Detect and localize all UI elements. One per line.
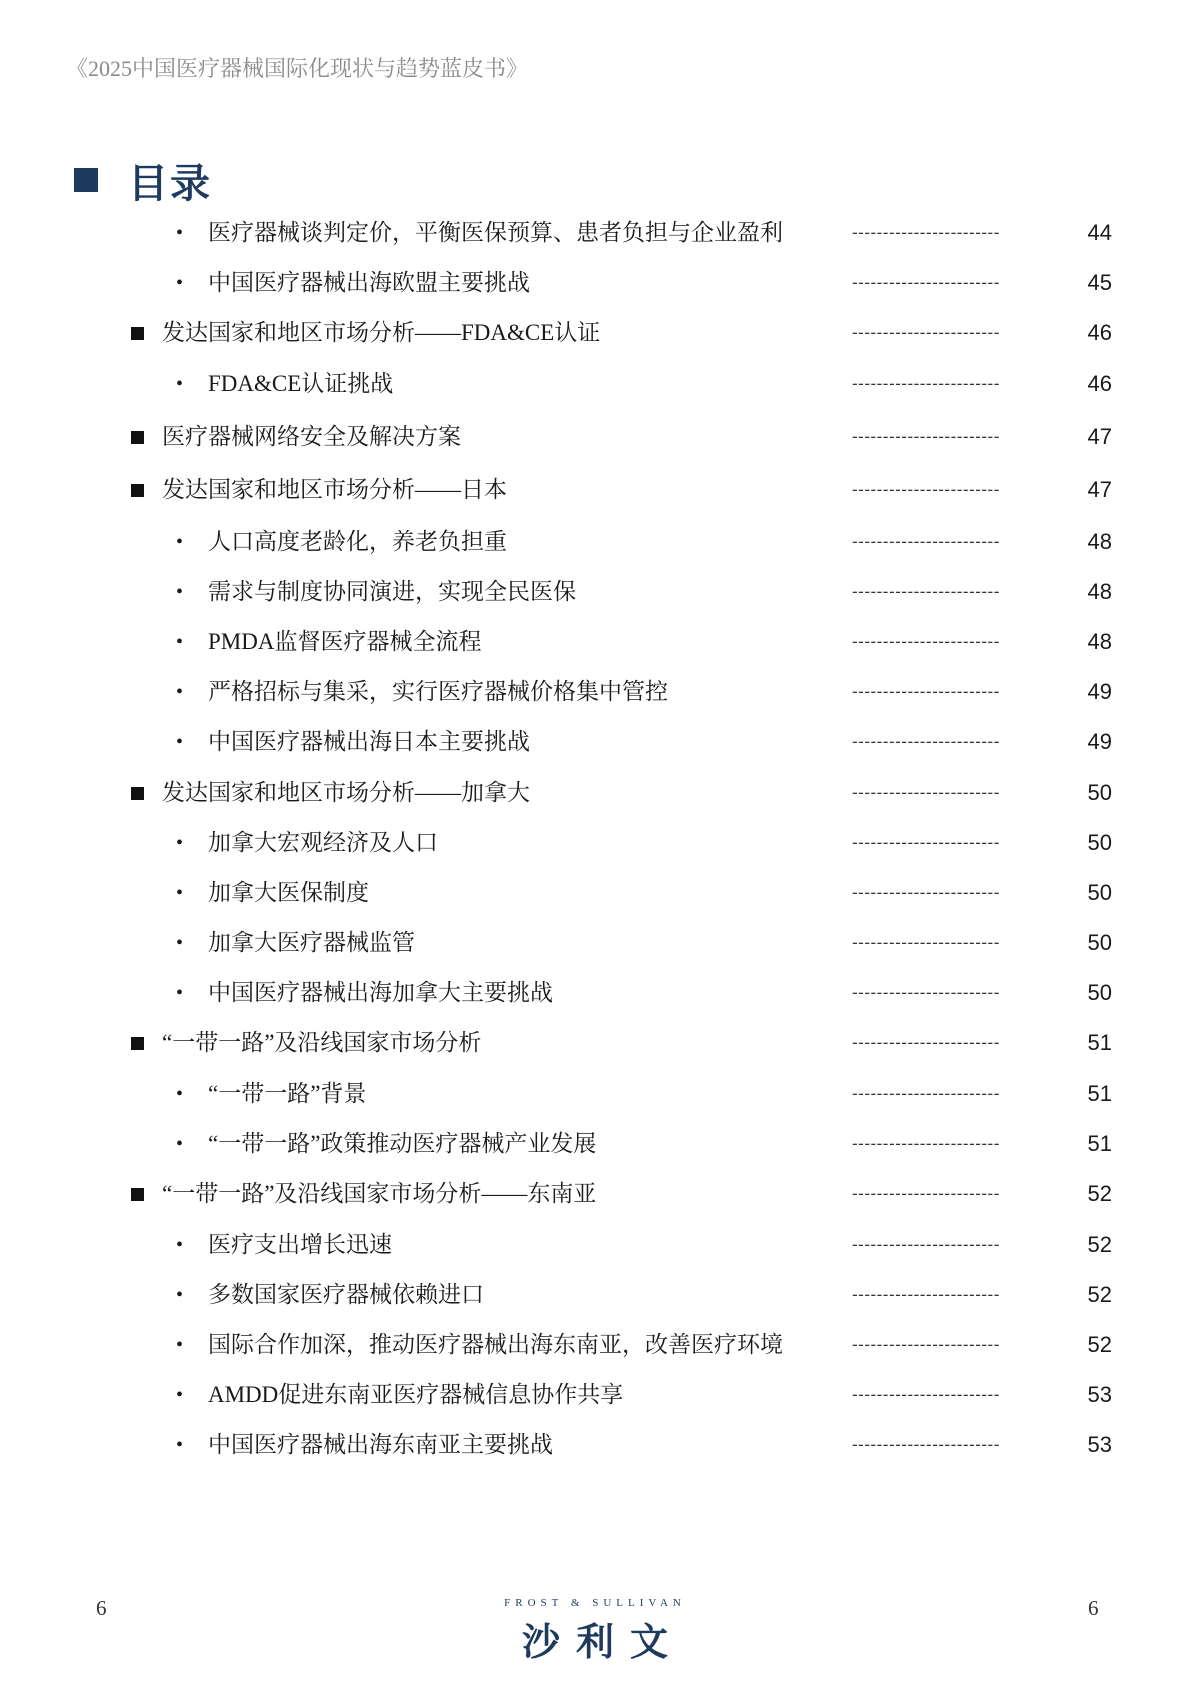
toc-entry[interactable] <box>0 522 1184 562</box>
toc-entry[interactable] <box>0 1124 1184 1164</box>
toc-entry-label: “一带一路”政策推动医疗器械产业发展 <box>208 1131 597 1156</box>
toc-entry[interactable] <box>0 873 1184 913</box>
dot-bullet-icon: • <box>176 1234 184 1256</box>
toc-entry-page-number: 46 <box>1087 371 1112 396</box>
toc-entry[interactable] <box>0 1275 1184 1315</box>
toc-entry[interactable] <box>0 313 1184 353</box>
toc-entry-page-number: 47 <box>1087 477 1112 502</box>
toc-entry-label: 多数国家医疗器械依赖进口 <box>208 1282 484 1307</box>
toc-entry-page-number: 53 <box>1087 1382 1112 1407</box>
toc-entry-page-number: 44 <box>1087 220 1112 245</box>
dot-bullet-icon: • <box>176 731 184 753</box>
toc-leader-dashes: ------------------------ <box>852 1033 1000 1052</box>
toc-leader-dashes: ------------------------ <box>852 1134 1000 1153</box>
toc-entry-label: 严格招标与集采，实行医疗器械价格集中管控 <box>208 679 668 704</box>
toc-entry[interactable] <box>0 923 1184 963</box>
square-bullet-icon <box>131 773 144 813</box>
toc-entry[interactable] <box>0 1023 1184 1063</box>
dot-bullet-icon: • <box>176 222 184 244</box>
toc-entry-page-number: 50 <box>1087 980 1112 1005</box>
toc-leader-dashes: ------------------------ <box>852 933 1000 952</box>
square-bullet-icon <box>131 1023 144 1063</box>
toc-entry[interactable] <box>0 773 1184 813</box>
toc-entry[interactable] <box>0 722 1184 762</box>
toc-entry[interactable] <box>0 470 1184 510</box>
toc-entry[interactable] <box>0 1425 1184 1465</box>
dot-bullet-icon: • <box>176 1334 184 1356</box>
square-bullet-icon <box>131 470 144 510</box>
toc-leader-dashes: ------------------------ <box>852 883 1000 902</box>
toc-entry-label: 中国医疗器械出海东南亚主要挑战 <box>208 1432 553 1457</box>
toc-entry-label: 发达国家和地区市场分析——加拿大 <box>162 780 530 805</box>
toc-entry-label: 需求与制度协同演进，实现全民医保 <box>208 579 576 604</box>
toc-entry[interactable] <box>0 823 1184 863</box>
toc-leader-dashes: ------------------------ <box>852 983 1000 1002</box>
toc-entry-label: 中国医疗器械出海日本主要挑战 <box>208 729 530 754</box>
toc-leader-dashes: ------------------------ <box>852 1435 1000 1454</box>
toc-entry[interactable] <box>0 622 1184 662</box>
toc-entry-page-number: 50 <box>1087 930 1112 955</box>
toc-entry[interactable] <box>0 1375 1184 1415</box>
toc-leader-dashes: ------------------------ <box>852 480 1000 499</box>
dot-bullet-icon: • <box>176 1083 184 1105</box>
toc-leader-dashes: ------------------------ <box>852 582 1000 601</box>
footer-page-number-right: 6 <box>1088 1596 1099 1620</box>
frost-sullivan-logo <box>500 1597 690 1666</box>
toc-entry-label: FDA&CE认证挑战 <box>208 371 394 396</box>
toc-entry-label: 医疗器械谈判定价，平衡医保预算、患者负担与企业盈利 <box>208 220 783 245</box>
toc-entry-label: 加拿大宏观经济及人口 <box>208 830 438 855</box>
toc-entry-label: 国际合作加深，推动医疗器械出海东南亚，改善医疗环境 <box>208 1332 783 1357</box>
dot-bullet-icon: • <box>176 832 184 854</box>
dot-bullet-icon: • <box>176 982 184 1004</box>
toc-entry[interactable] <box>0 417 1184 457</box>
toc-leader-dashes: ------------------------ <box>852 223 1000 242</box>
dot-bullet-icon: • <box>176 373 184 395</box>
running-header: 《2025中国医疗器械国际化现状与趋势蓝皮书》 <box>66 56 529 81</box>
toc-entry-page-number: 48 <box>1087 529 1112 554</box>
toc-leader-dashes: ------------------------ <box>852 1235 1000 1254</box>
toc-entry-label: 医疗支出增长迅速 <box>208 1232 392 1257</box>
toc-entry-page-number: 52 <box>1087 1282 1112 1307</box>
toc-entry-label: 人口高度老龄化，养老负担重 <box>208 529 507 554</box>
toc-entry[interactable] <box>0 572 1184 612</box>
toc-entry-label: 医疗器械网络安全及解决方案 <box>162 424 461 449</box>
toc-entry-page-number: 45 <box>1087 270 1112 295</box>
square-bullet-icon <box>131 417 144 457</box>
toc-entry-label: “一带一路”及沿线国家市场分析——东南亚 <box>162 1181 597 1206</box>
dot-bullet-icon: • <box>176 1384 184 1406</box>
toc-leader-dashes: ------------------------ <box>852 632 1000 651</box>
toc-leader-dashes: ------------------------ <box>852 427 1000 446</box>
toc-entry-label: 中国医疗器械出海欧盟主要挑战 <box>208 270 530 295</box>
dot-bullet-icon: • <box>176 1434 184 1456</box>
toc-leader-dashes: ------------------------ <box>852 323 1000 342</box>
dot-bullet-icon: • <box>176 531 184 553</box>
dot-bullet-icon: • <box>176 681 184 703</box>
toc-entry[interactable] <box>0 1074 1184 1114</box>
toc-title: 目录 <box>128 160 212 206</box>
toc-entry[interactable] <box>0 213 1184 253</box>
toc-entry-page-number: 48 <box>1087 579 1112 604</box>
toc-entry-page-number: 51 <box>1087 1030 1112 1055</box>
dot-bullet-icon: • <box>176 272 184 294</box>
toc-entry-page-number: 49 <box>1087 729 1112 754</box>
toc-entry[interactable] <box>0 263 1184 303</box>
toc-entry-page-number: 50 <box>1087 780 1112 805</box>
toc-leader-dashes: ------------------------ <box>852 732 1000 751</box>
toc-entry-page-number: 51 <box>1087 1131 1112 1156</box>
toc-entry-page-number: 52 <box>1087 1332 1112 1357</box>
toc-leader-dashes: ------------------------ <box>852 1285 1000 1304</box>
toc-entry-page-number: 50 <box>1087 830 1112 855</box>
logo-english: FROST & SULLIVAN <box>504 1597 686 1609</box>
square-bullet-icon <box>131 1174 144 1214</box>
toc-entry-page-number: 49 <box>1087 679 1112 704</box>
toc-entry[interactable] <box>0 1174 1184 1214</box>
toc-leader-dashes: ------------------------ <box>852 1184 1000 1203</box>
toc-entry[interactable] <box>0 364 1184 404</box>
toc-entry-page-number: 50 <box>1087 880 1112 905</box>
toc-entry-page-number: 53 <box>1087 1432 1112 1457</box>
toc-entry-label: 加拿大医疗器械监管 <box>208 930 415 955</box>
toc-entry-page-number: 48 <box>1087 629 1112 654</box>
toc-entry[interactable] <box>0 1225 1184 1265</box>
toc-leader-dashes: ------------------------ <box>852 532 1000 551</box>
toc-leader-dashes: ------------------------ <box>852 1335 1000 1354</box>
toc-entry-label: “一带一路”背景 <box>208 1081 367 1106</box>
logo-chinese: 沙利文 <box>521 1620 684 1664</box>
toc-entry[interactable] <box>0 672 1184 712</box>
toc-entry-label: 加拿大医保制度 <box>208 880 369 905</box>
toc-leader-dashes: ------------------------ <box>852 1084 1000 1103</box>
dot-bullet-icon: • <box>176 631 184 653</box>
toc-entry-page-number: 52 <box>1087 1232 1112 1257</box>
dot-bullet-icon: • <box>176 1284 184 1306</box>
toc-entry-label: 发达国家和地区市场分析——FDA&CE认证 <box>162 320 601 345</box>
toc-leader-dashes: ------------------------ <box>852 273 1000 292</box>
dot-bullet-icon: • <box>176 882 184 904</box>
toc-leader-dashes: ------------------------ <box>852 682 1000 701</box>
toc-entry[interactable] <box>0 973 1184 1013</box>
footer-page-number-left: 6 <box>96 1596 107 1620</box>
toc-entry-label: “一带一路”及沿线国家市场分析 <box>162 1030 482 1055</box>
dot-bullet-icon: • <box>176 1133 184 1155</box>
toc-entry[interactable] <box>0 1325 1184 1365</box>
toc-leader-dashes: ------------------------ <box>852 833 1000 852</box>
toc-entry-label: 发达国家和地区市场分析——日本 <box>162 477 507 502</box>
toc-leader-dashes: ------------------------ <box>852 783 1000 802</box>
toc-entry-page-number: 51 <box>1087 1081 1112 1106</box>
toc-entry-label: AMDD促进东南亚医疗器械信息协作共享 <box>208 1382 624 1407</box>
toc-leader-dashes: ------------------------ <box>852 374 1000 393</box>
square-bullet-icon <box>131 313 144 353</box>
toc-entry-page-number: 46 <box>1087 320 1112 345</box>
toc-entry-label: PMDA监督医疗器械全流程 <box>208 629 482 654</box>
dot-bullet-icon: • <box>176 932 184 954</box>
toc-entry-page-number: 52 <box>1087 1181 1112 1206</box>
toc-leader-dashes: ------------------------ <box>852 1385 1000 1404</box>
dot-bullet-icon: • <box>176 581 184 603</box>
toc-entry-page-number: 47 <box>1087 424 1112 449</box>
toc-entry-label: 中国医疗器械出海加拿大主要挑战 <box>208 980 553 1005</box>
